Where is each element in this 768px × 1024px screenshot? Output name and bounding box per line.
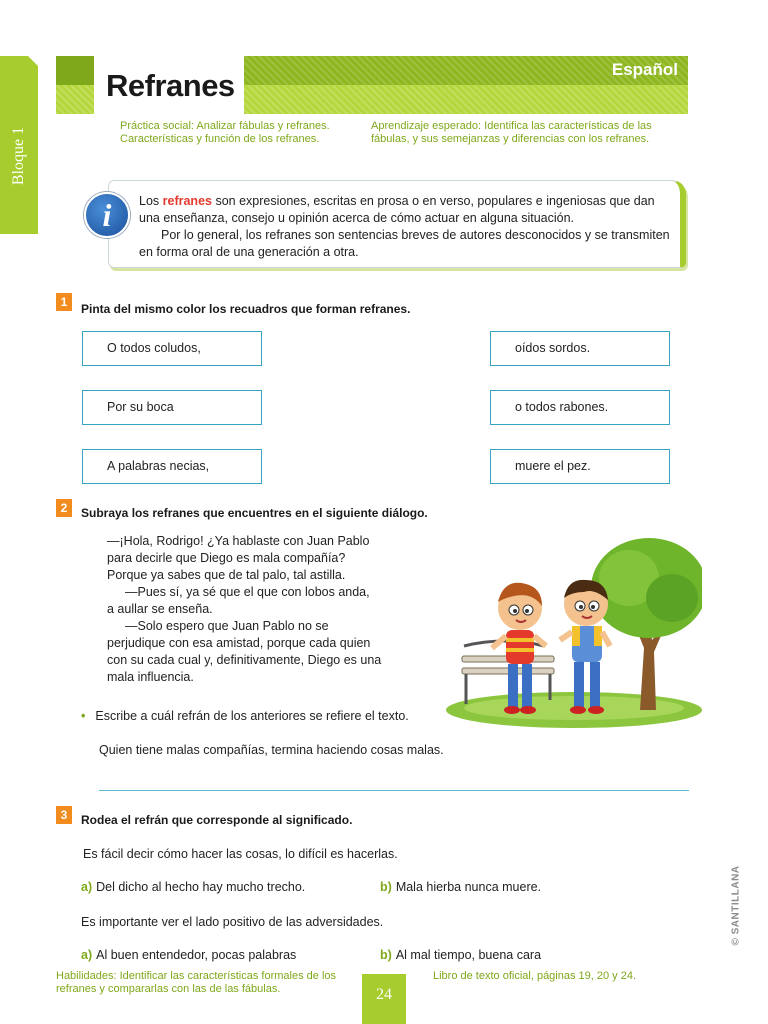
learning-note: Aprendizaje esperado: Identifica las características de las fábulas, y sus semejanzas y diferencias con los refranes. bbox=[371, 120, 652, 145]
bullet-dot: • bbox=[81, 709, 86, 723]
option-label: a) bbox=[81, 948, 93, 962]
dialog-text bbox=[107, 533, 427, 686]
page-title: Refranes bbox=[106, 68, 235, 103]
dialog-line[interactable]: Porque ya sabes que de tal palo, tal astilla. bbox=[107, 568, 346, 582]
option-2a[interactable] bbox=[81, 948, 296, 962]
brand-wrap bbox=[726, 860, 746, 950]
option-text: Al mal tiempo, buena cara bbox=[395, 948, 542, 962]
info-intro bbox=[139, 193, 670, 227]
left-box-2[interactable]: Por su boca bbox=[82, 390, 262, 425]
option-label: b) bbox=[380, 880, 392, 894]
left-box-1[interactable]: O todos coludos, bbox=[82, 331, 262, 366]
info-intro-pre: Los bbox=[139, 194, 163, 208]
right-box-2[interactable]: o todos rabones. bbox=[490, 390, 670, 425]
activity-number-2: 2 bbox=[56, 499, 72, 517]
dialog-line[interactable]: para decirle que Diego es mala compañía? bbox=[107, 551, 346, 565]
right-box-3[interactable]: muere el pez. bbox=[490, 449, 670, 484]
meaning-2: Es importante ver el lado positivo de las adversidades. bbox=[81, 915, 384, 929]
activity-3-instruction: Rodea el refrán que corresponde al significado. bbox=[81, 813, 353, 827]
activity-number-3: 3 bbox=[56, 806, 72, 824]
question-text: Escribe a cuál refrán de los anteriores se refiere el texto. bbox=[95, 709, 409, 723]
right-box-1[interactable]: oídos sordos. bbox=[490, 331, 670, 366]
kids-illustration bbox=[444, 528, 702, 728]
info-highlight: refranes bbox=[162, 194, 212, 208]
practice-note: Práctica social: Analizar fábulas y refranes. Características y función de los refranes. bbox=[120, 120, 330, 145]
option-text: Al buen entendedor, pocas palabras bbox=[96, 948, 297, 962]
reference-note: Libro de texto oficial, páginas 19, 20 y 24. bbox=[433, 970, 637, 982]
dialog-line[interactable]: mala influencia. bbox=[107, 670, 194, 684]
dialog-line[interactable]: —¡Hola, Rodrigo! ¿Ya hablaste con Juan Pablo bbox=[107, 534, 370, 548]
subject-label: Español bbox=[611, 60, 678, 79]
option-text: Del dicho al hecho hay mucho trecho. bbox=[96, 880, 306, 894]
info-second: Por lo general, los refranes son sentencias breves de autores desconocidos y se transmiten en forma oral de una generación a otra. bbox=[139, 228, 670, 259]
info-icon: i bbox=[84, 192, 130, 238]
header-band-dark-left bbox=[56, 56, 94, 85]
option-text: Mala hierba nunca muere. bbox=[395, 880, 542, 894]
block-label: Bloque 1 bbox=[10, 126, 27, 186]
activity-number-1: 1 bbox=[56, 293, 72, 311]
option-label: a) bbox=[81, 880, 93, 894]
dialog-line[interactable]: —Solo espero que Juan Pablo no se bbox=[125, 619, 329, 633]
block-label-wrap bbox=[3, 126, 35, 186]
answer-text: Quien tiene malas compañías, termina haciendo cosas malas. bbox=[99, 743, 444, 757]
title-box bbox=[94, 56, 244, 114]
info-box bbox=[108, 180, 686, 268]
page-number: 24 bbox=[362, 974, 406, 1024]
meaning-1: Es fácil decir cómo hacer las cosas, lo difícil es hacerlas. bbox=[83, 847, 398, 861]
dialog-line[interactable]: con su cada cual y, definitivamente, Diego es una bbox=[107, 653, 382, 667]
answer-line[interactable] bbox=[99, 790, 689, 791]
skills-note: Habilidades: Identificar las características formales de los refranes y compararlas con las de las fábulas. bbox=[56, 970, 337, 995]
activity-1-instruction: Pinta del mismo color los recuadros que forman refranes. bbox=[81, 302, 411, 316]
dialog-line[interactable]: a aullar se enseña. bbox=[107, 602, 213, 616]
option-1b[interactable] bbox=[380, 880, 541, 894]
option-label: b) bbox=[380, 948, 392, 962]
dialog-line[interactable]: perjudique con esa amistad, porque cada quien bbox=[107, 636, 371, 650]
option-1a[interactable] bbox=[81, 880, 305, 894]
dialog-line[interactable]: —Pues sí, ya sé que el que con lobos anda, bbox=[125, 585, 370, 599]
tab-corner bbox=[28, 56, 38, 66]
left-box-3[interactable]: A palabras necias, bbox=[82, 449, 262, 484]
brand-logo: © SANTILLANA bbox=[730, 864, 742, 946]
activity-2-instruction: Subraya los refranes que encuentres en el siguiente diálogo. bbox=[81, 506, 428, 520]
option-2b[interactable] bbox=[380, 948, 541, 962]
activity-2-question bbox=[81, 709, 409, 723]
info-intro-post: son expresiones, escritas en prosa o en verso, populares e ingeniosas que dan una enseñanza, consejo u opinión acerca de cómo actuar en alguna situación. bbox=[139, 194, 655, 225]
block-tab bbox=[0, 56, 38, 234]
